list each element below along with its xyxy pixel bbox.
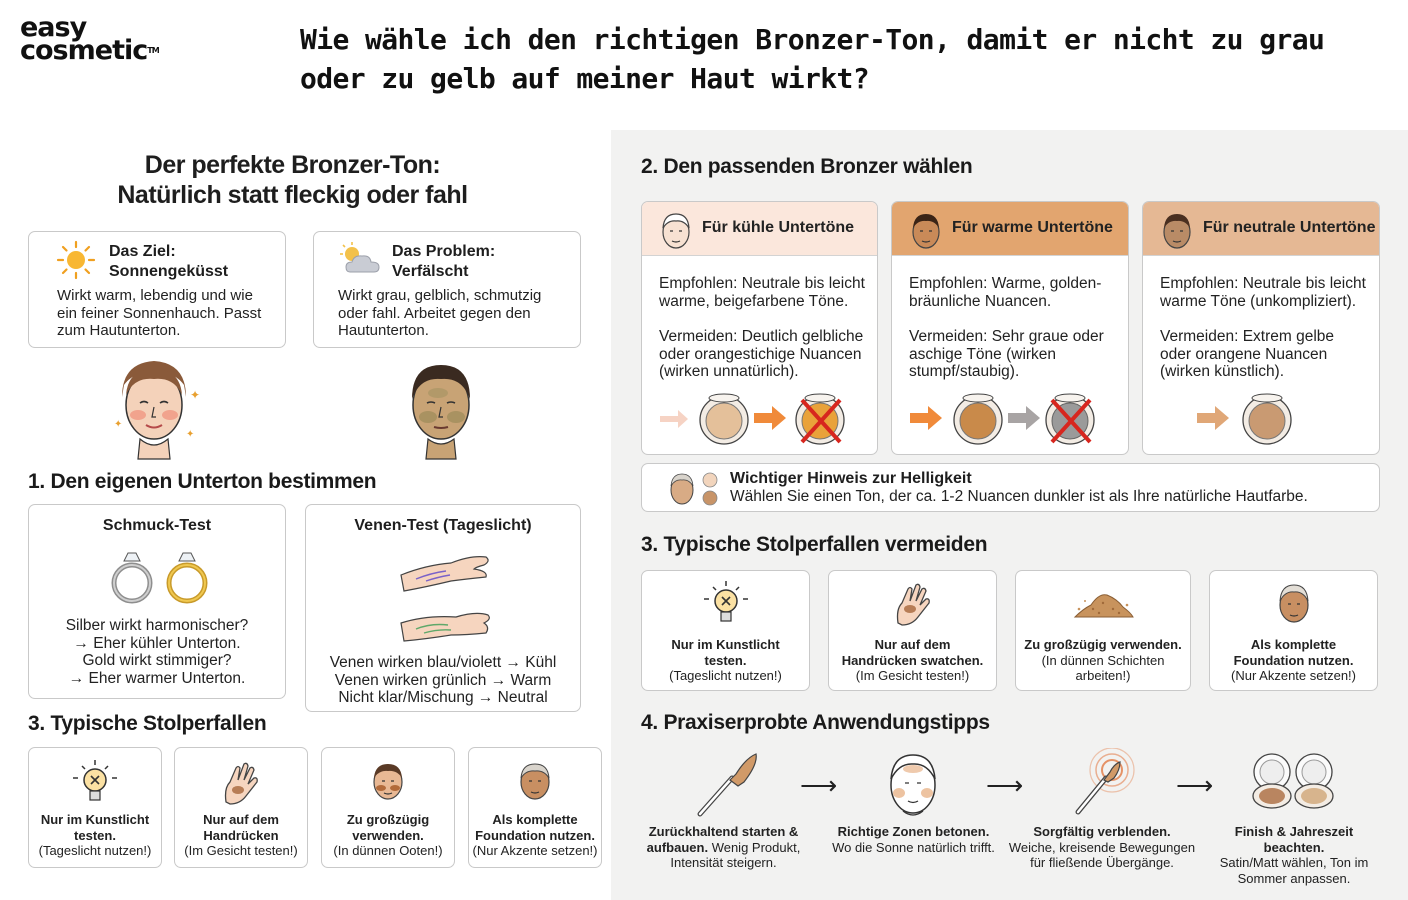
warm-undertone-title: Für warme Untertöne [952,219,1113,236]
warm-avoid-text: Vermeiden: Sehr graue oder aschige Töne (wirken stumpf/staubig). [909,328,1104,380]
tip-1-rest: Wenig Produkt, Intensität steigern. [670,839,801,870]
blending-brush-icon [1068,748,1138,818]
cool-swatch-row [654,390,869,448]
powder-pile-icon [1071,583,1135,623]
face-zones-icon [883,745,943,825]
main-title-line-2: Natürlich statt fleckig oder fahl [117,181,468,209]
problem-title-line-2: Verfälscht [392,263,469,280]
left-pitfall-too-much-label [322,812,454,859]
tip-arrow-1: ⟶ [800,770,838,800]
logo-tm: TM [147,46,159,55]
right-pitfall-2-bold: Nur auf dem Handrücken swatchen. [841,637,984,668]
page-question: Wie wähle ich den richtigen Bronzer-Ton, damit er nicht zu grau oder zu gelb auf meiner Haut wirkt? [300,23,1325,95]
lightbulb-cross-icon [70,758,120,808]
goal-text: Wirkt warm, lebendig und wie ein feiner Sonnenhauch. Passt zum Hautunterton. [57,287,262,339]
tip-blend [1008,824,1196,871]
full-bronzed-face-icon-2 [1269,577,1319,631]
right-pitfall-hand-label [837,637,988,684]
left-pitfall-1-bold: Nur im Kunstlicht testen. [40,812,150,843]
jewelry-line-1: Silber wirkt harmonischer? [65,617,249,634]
dull-face-illustration [398,355,484,460]
tip-3-rest: Weiche, kreisende Bewegungen für fließende Übergänge. [1008,839,1196,870]
goal-title-line-1: Das Ziel: [109,243,176,260]
hand-swatch-icon [216,758,266,808]
hand-swatch-icon-2 [888,579,938,629]
jewelry-test-card [28,504,286,699]
neutral-face-icon [1157,208,1197,252]
right-pitfall-too-much [1015,570,1191,691]
right-pitfall-artificial-light-label [650,637,801,684]
section-pitfalls-title: 3. Typische Stolperfallen [28,712,267,735]
tip-start-small [641,824,806,871]
warm-undertone-card [891,201,1129,455]
main-title [20,150,565,210]
brightness-hint-title: Wichtiger Hinweis zur Helligkeit [730,470,972,487]
right-pitfall-too-much-label [1024,637,1182,684]
goal-title-line-2: Sonnengeküsst [109,263,229,280]
skin-shade-icon [668,468,724,508]
section-choose-bronzer-title: 2. Den passenden Bronzer wählen [641,155,973,178]
tip-arrow-3: ⟶ [1176,770,1214,800]
right-pitfall-1-bold: Nur im Kunstlicht testen. [671,637,780,668]
neutral-avoid-text: Vermeiden: Extrem gelbe oder orangene Nuancen (wirken künstlich). [1160,328,1335,380]
right-pitfall-3-bold: Zu großzügig verwenden. [1024,637,1182,652]
cool-undertone-title: Für kühle Untertöne [702,219,855,236]
left-pitfall-1-rest: (Tageslicht nutzen!) [38,843,152,858]
left-pitfall-too-much [321,747,455,868]
tip-arrow-2: ⟶ [986,770,1024,800]
left-pitfall-2-rest: (Im Gesicht testen!) [184,843,298,858]
lightbulb-cross-icon-2 [701,579,751,629]
vein-test-title: Venen-Test (Tageslicht) [354,517,532,534]
brush-icon [692,748,762,820]
warm-bad-compact-icon [1046,394,1094,444]
svg-text:✦: ✦ [114,419,123,430]
left-pitfall-3-rest: (In dünnen Ooten!) [333,843,443,858]
section-undertone-title: 1. Den eigenen Unterton bestimmen [28,470,377,493]
cool-bad-compact-icon [796,394,844,444]
goal-title [109,242,228,282]
brand-logo [20,12,180,66]
problem-title [392,242,495,282]
tip-4-bold: Finish & Jahreszeit beachten. [1234,824,1354,855]
neutral-good-compact-icon [1243,394,1291,444]
section-avoid-pitfalls-title: 3. Typische Stolperfallen vermeiden [641,533,988,556]
neutral-undertone-card [1142,201,1380,455]
tip-3-bold: Sorgfältig verblenden. [1033,824,1171,839]
right-pitfall-foundation-label [1218,637,1369,684]
tip-2-bold: Richtige Zonen betonen. [837,824,990,839]
left-pitfall-hand-label [175,812,307,859]
tip-1-bold: Zurückhaltend starten & aufbauen. [646,824,799,855]
cloud-sun-icon [338,242,384,278]
vein-test-text [306,654,580,707]
brightness-hint-text: Wählen Sie einen Ton, der ca. 1-2 Nuancen dunkler ist als Ihre natürliche Hautfarbe. [730,488,1308,505]
tip-2-rest: Wo die Sonne natürlich trifft. [832,839,995,855]
section-tips-title: 4. Praxiserprobte Anwendungstipps [641,711,990,734]
jewelry-line-3: Gold wirkt stimmiger? [82,652,232,669]
left-pitfall-foundation [468,747,602,868]
right-pitfall-4-rest: (Nur Akzente setzen!) [1231,668,1356,683]
tip-finish [1203,824,1385,886]
goal-card [28,231,286,348]
problem-title-line-1: Das Problem: [392,243,496,260]
left-pitfall-artificial-light [28,747,162,868]
logo-line-1: easy [20,12,87,43]
right-pitfall-2-rest: (Im Gesicht testen!) [855,668,970,683]
left-pitfall-4-bold: Als komplette Foundation nutzen. [475,812,595,843]
brightness-hint-card [641,463,1380,512]
jewelry-line-4: → Eher warmer Unterton. [68,669,246,687]
right-pitfall-hand [828,570,997,691]
left-pitfall-3-bold: Zu großzügig verwenden. [346,812,430,843]
neutral-swatch-row [1155,390,1370,448]
jewelry-test-title: Schmuck-Test [102,517,212,534]
problem-text: Wirkt grau, gelblich, schmutzig oder fahl. Arbeitet gegen den Hautunterton. [338,287,542,339]
neutral-recommended-text: Empfohlen: Neutrale bis leicht warme Töne (unkompliziert). [1160,275,1366,310]
left-pitfall-foundation-label [469,812,601,859]
warm-swatch-row [904,390,1119,448]
left-pitfall-artificial-light-label [29,812,161,859]
cool-avoid-text: Vermeiden: Deutlich gelbliche oder orangestichige Nuancen (wirken unnatürlich). [659,328,864,380]
left-pitfall-hand [174,747,308,868]
compacts-icon [1250,752,1336,816]
wrist-veins-icon [396,545,496,645]
jewelry-line-2: → Eher kühler Unterton. [73,634,241,652]
neutral-undertone-title: Für neutrale Untertöne [1203,219,1376,236]
full-bronzed-face-icon [510,756,560,806]
right-pitfall-artificial-light [641,570,810,691]
overbronzed-face-icon [363,756,413,806]
logo-word: cosmetic [20,35,148,66]
cool-face-icon [656,208,696,252]
warm-recommended-text: Empfohlen: Warme, golden-bräunliche Nuancen. [909,275,1102,310]
right-pitfall-1-rest: (Tageslicht nutzen!) [669,668,782,683]
left-pitfall-4-rest: (Nur Akzente setzen!) [472,843,598,858]
main-title-line-1: Der perfekte Bronzer-Ton: [144,151,441,179]
vein-test-card [305,504,581,712]
vein-line-3: Nicht klar/Mischung → Neutral [338,689,548,706]
problem-card [313,231,581,348]
jewelry-test-text [29,617,285,687]
warm-face-icon [906,208,946,252]
left-pitfall-2-bold: Nur auf dem Handrücken [203,812,279,843]
cool-good-compact-icon [700,394,748,444]
glowing-face-illustration [104,355,204,460]
right-pitfall-3-rest: (In dünnen Schichten arbeiten!) [1041,652,1165,683]
logo-line-2 [20,35,180,66]
vein-line-2: Venen wirken grünlich → Warm [334,671,552,689]
svg-text:✦: ✦ [186,429,195,440]
right-pitfall-foundation [1209,570,1378,691]
cool-undertone-card [641,201,878,455]
tip-4-rest: Satin/Matt wählen, Ton im Sommer anpassen. [1219,855,1369,886]
warm-good-compact-icon [954,394,1002,444]
sun-icon [56,240,96,280]
tip-zones [826,824,1001,855]
rings-icon [105,547,215,607]
vein-line-1: Venen wirken blau/violett → Kühl [329,654,557,671]
svg-text:✦: ✦ [190,388,201,402]
right-pitfall-4-bold: Als komplette Foundation nutzen. [1233,637,1354,668]
cool-recommended-text: Empfohlen: Neutrale bis leicht warme, beigefarbene Töne. [659,275,865,310]
